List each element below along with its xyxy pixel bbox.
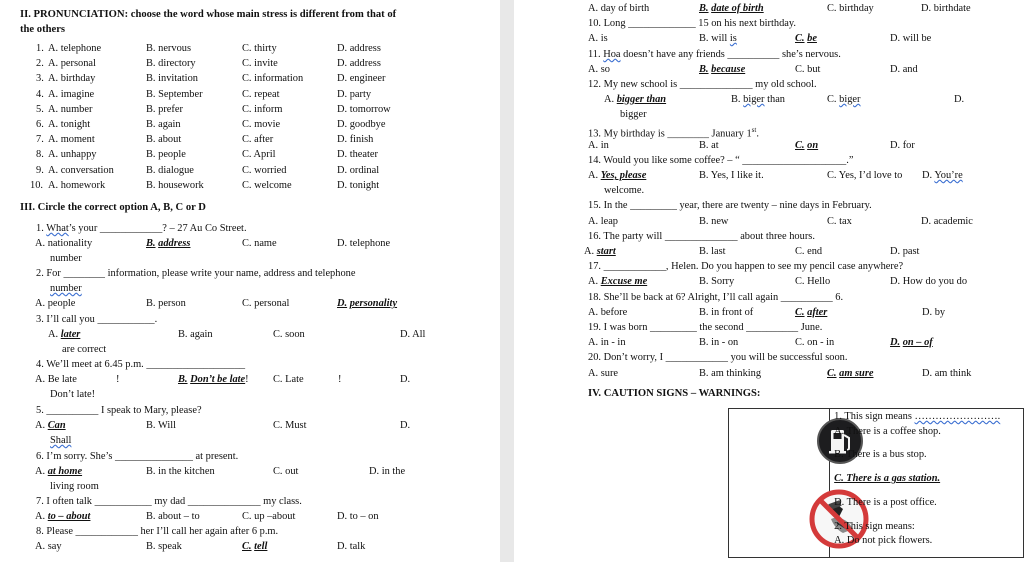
option[interactable]: B. Sorry [699, 276, 735, 287]
option[interactable]: A. sure [588, 368, 619, 379]
option[interactable]: D. You’re [922, 170, 963, 181]
section-2-title-cont: the others [20, 24, 66, 35]
question-2-cont: number [50, 283, 82, 294]
pronunciation-option[interactable]: B. again [146, 119, 181, 130]
pronunciation-option[interactable]: A. moment [48, 134, 95, 146]
option[interactable]: B. in front of [699, 307, 754, 318]
question-19: 19. I was born _________ the second __________ June. [588, 322, 823, 333]
option[interactable]: C. up –about [242, 511, 296, 522]
pronunciation-option[interactable]: A. conversation [48, 164, 114, 176]
section-3-title: III. Circle the correct option A, B, C or D [20, 202, 206, 213]
option[interactable]: C. personal [242, 298, 290, 309]
option-continuation: welcome. [604, 185, 645, 196]
option[interactable]: C. Must [273, 420, 307, 431]
option[interactable]: C. tax [827, 216, 852, 227]
option[interactable]: A. Be late [35, 374, 77, 385]
option[interactable]: C. Hello [795, 276, 831, 287]
option-answer[interactable]: A. at home [35, 466, 83, 477]
question-8: 8. Please ____________ her I’ll call her again after 6 p.m. [36, 526, 279, 537]
section-4-title: IV. CAUTION SIGNS – WARNINGS: [588, 388, 761, 399]
option[interactable]: D. and [890, 64, 918, 75]
option[interactable]: D. [954, 94, 965, 105]
pronunciation-option[interactable]: D. tomorrow [337, 103, 391, 115]
pronunciation-option[interactable]: C. after [242, 134, 274, 146]
question-13: 13. My birthday is ________ January 1st. [588, 126, 759, 140]
option[interactable]: C. birthday [827, 3, 874, 14]
option[interactable]: C. name [242, 238, 277, 249]
option[interactable]: D. will be [890, 33, 932, 44]
sign-1-question: 1. This sign means ……………………. [834, 411, 1001, 422]
option-continuation: Shall [50, 435, 72, 446]
option[interactable]: A. before [588, 307, 628, 318]
option-answer[interactable]: C. be [795, 33, 817, 44]
option-answer[interactable]: C. on [795, 140, 819, 151]
question-20: 20. Don’t worry, I ____________ you will be successful soon. [588, 352, 848, 363]
pronunciation-option[interactable]: D. address [337, 58, 381, 70]
option[interactable]: A. in - in [588, 337, 626, 348]
option[interactable]: B. speak [146, 541, 182, 552]
pronunciation-option[interactable]: B. prefer [146, 103, 183, 115]
question-16: 16. The party will ______________ about three hours. [588, 231, 815, 242]
pronunciation-option[interactable]: C. information [242, 73, 304, 85]
question-number: 5. [36, 103, 44, 115]
pronunciation-option[interactable]: B. directory [146, 58, 196, 70]
option[interactable]: B. Will [146, 420, 176, 431]
pronunciation-option[interactable]: A. unhappy [48, 149, 97, 161]
option[interactable]: B. person [146, 298, 186, 309]
option-answer[interactable]: D. personality [337, 298, 398, 309]
option-continuation: living room [50, 481, 99, 492]
pronunciation-option[interactable]: A. number [48, 103, 93, 115]
pronunciation-option[interactable]: B. dialogue [146, 164, 194, 176]
question-number: 2. [36, 58, 44, 70]
option[interactable]: D. academic [921, 216, 973, 227]
option-answer[interactable]: A. Yes, please [588, 170, 647, 181]
option-continuation: number [50, 253, 82, 264]
pronunciation-option[interactable]: D. party [337, 88, 372, 100]
question-2: 2. For ________ information, please write your name, address and telephone [36, 268, 356, 279]
question-number: 3. [36, 73, 44, 85]
option-answer[interactable]: A. Excuse me [588, 276, 648, 287]
question-11: 11. Hoa doesn’t have any friends __________ she’s nervous. [588, 49, 841, 60]
exclamation: ! [338, 374, 342, 385]
option[interactable]: C. on - in [795, 337, 835, 348]
pronunciation-option[interactable]: A. personal [48, 58, 96, 70]
question-6: 6. I’m sorry. She’s _______________ at present. [36, 451, 239, 462]
option[interactable]: D. All [400, 329, 426, 340]
pronunciation-option[interactable]: C. worried [242, 164, 287, 176]
question-1: 1. What’s your ____________? – 27 Au Co Street. [36, 223, 247, 234]
option[interactable]: B. will is [699, 33, 737, 44]
option[interactable]: A. nationality [35, 238, 93, 249]
pronunciation-option[interactable]: D. theater [337, 149, 378, 161]
pronunciation-option[interactable]: A. birthday [48, 73, 96, 85]
option-answer[interactable]: B. because [699, 64, 746, 75]
signs-table [728, 408, 1024, 558]
sign-2-question: 2. This sign means: [834, 521, 915, 532]
option[interactable]: B. at [699, 140, 719, 151]
pronunciation-option[interactable]: C. invite [242, 58, 278, 70]
question-number: 6. [36, 119, 44, 130]
pronunciation-option[interactable]: C. movie [242, 119, 281, 130]
right-page [514, 0, 1024, 562]
option[interactable]: D. birthdate [921, 3, 971, 14]
option-answer[interactable]: A. later [48, 329, 81, 340]
option[interactable]: C. biger [827, 94, 861, 105]
option[interactable]: B. about – to [146, 511, 200, 522]
option[interactable]: B. new [699, 216, 729, 227]
pronunciation-option[interactable]: D. address [337, 43, 381, 54]
option[interactable]: D. for [890, 140, 915, 151]
question-number: 8. [36, 149, 44, 161]
option[interactable]: B. Yes, I like it. [699, 170, 764, 181]
question-17: 17. ____________, Helen. Do you happen to see my pencil case anywhere? [588, 261, 904, 272]
exclamation: ! [116, 374, 120, 385]
option-answer[interactable]: A. to – about [35, 511, 91, 522]
option[interactable]: C. but [795, 64, 821, 75]
option-answer[interactable]: A. start [584, 246, 616, 257]
question-5: 5. __________ I speak to Mary, please? [36, 405, 202, 416]
option[interactable]: C. end [795, 246, 823, 257]
option-continuation: Don’t late! [50, 389, 96, 400]
option[interactable]: D. How do you do [890, 276, 968, 287]
option[interactable]: B. in the kitchen [146, 466, 215, 477]
option[interactable]: D. telephone [337, 238, 391, 249]
signs-images-cell [729, 409, 830, 558]
pronunciation-option[interactable]: C. thirty [242, 43, 277, 54]
question-number: 9. [36, 164, 44, 176]
pronunciation-option[interactable]: C. repeat [242, 88, 280, 100]
page-gutter [500, 0, 514, 562]
option[interactable]: A. so [588, 64, 610, 75]
question-18: 18. She’ll be back at 6? Alright, I’ll call again __________ 6. [588, 292, 844, 303]
option[interactable]: D. by [922, 307, 946, 318]
pronunciation-option[interactable]: D. goodbye [337, 119, 386, 130]
left-page [0, 0, 500, 562]
option[interactable]: A. There is a coffee shop. [834, 426, 941, 437]
option[interactable]: B. again [178, 329, 213, 340]
option[interactable]: A. in [588, 140, 609, 151]
option[interactable]: A. day of birth [588, 3, 650, 14]
option[interactable]: B. There is a bus stop. [834, 449, 927, 460]
option-answer[interactable]: B. address [146, 238, 191, 249]
signs-options-cell [830, 409, 1024, 558]
option[interactable]: A. say [35, 541, 62, 552]
option[interactable]: A. people [35, 298, 76, 309]
option[interactable]: C. Late [273, 374, 304, 385]
option-answer[interactable]: A. Can [35, 420, 66, 431]
option[interactable]: D. in the [369, 466, 406, 477]
option[interactable]: D. to – on [337, 511, 379, 522]
option-continuation: are correct [62, 344, 107, 355]
pronunciation-option[interactable]: B. housework [146, 179, 204, 191]
option-answer[interactable]: C. after [795, 307, 828, 318]
option[interactable]: B. am thinking [699, 368, 762, 379]
question-15: 15. In the _________ year, there are twenty – nine days in February. [588, 200, 872, 211]
option-answer[interactable]: C. There is a gas station. [834, 473, 941, 484]
question-number: 1. [36, 43, 44, 54]
option[interactable]: B. in - on [699, 337, 739, 348]
option[interactable]: D. [400, 374, 411, 385]
pronunciation-option[interactable]: B. nervous [146, 43, 192, 54]
option[interactable]: D. There is a post office. [834, 497, 937, 508]
option[interactable]: A. leap [588, 216, 619, 227]
option[interactable]: D. talk [337, 541, 366, 552]
pronunciation-option[interactable]: A. homework [48, 179, 106, 191]
option[interactable]: A. is [588, 33, 608, 44]
pronunciation-option[interactable]: A. telephone [48, 43, 102, 54]
question-number: 7. [36, 134, 44, 146]
option-answer[interactable]: C. am sure [827, 368, 874, 379]
pronunciation-option[interactable]: D. tonight [337, 179, 380, 191]
option[interactable]: B. last [699, 246, 726, 257]
question-number: 10. [30, 179, 43, 191]
option[interactable]: D. past [890, 246, 920, 257]
option[interactable]: C. out [273, 466, 299, 477]
question-number: 4. [36, 88, 44, 100]
pronunciation-option[interactable]: D. ordinal [337, 164, 380, 176]
option[interactable]: A. Do not pick flowers. [834, 535, 933, 546]
option[interactable]: D. [400, 420, 411, 431]
option-answer[interactable]: B. date of birth [699, 3, 764, 14]
pronunciation-option[interactable]: D. finish [337, 134, 374, 146]
option-answer[interactable]: C. tell [242, 541, 268, 552]
pronunciation-option[interactable]: B. invitation [146, 73, 198, 85]
pronunciation-option[interactable]: B. September [146, 88, 203, 100]
question-10: 10. Long _____________ 15 on his next birthday. [588, 18, 796, 29]
section-2-title: II. PRONUNCIATION: choose the word whose main stress is different from that of [20, 9, 397, 20]
question-12: 12. My new school is ______________ my old school. [588, 79, 817, 90]
pronunciation-option[interactable]: B. people [146, 149, 186, 161]
question-14: 14. Would you like some coffee? – “ ____________________.” [588, 155, 854, 166]
question-3: 3. I’ll call you ___________. [36, 314, 158, 325]
pronunciation-option[interactable]: C. April [242, 149, 276, 161]
option[interactable]: C. soon [273, 329, 305, 340]
option-continuation: bigger [620, 109, 647, 120]
question-4: 4. We’ll meet at 6.45 p.m. ___________________ [36, 359, 246, 370]
option[interactable]: C. Yes, I’d love to [827, 170, 903, 181]
option-answer[interactable]: B. Don’t be late! [178, 374, 249, 385]
pronunciation-option[interactable]: A. tonight [48, 119, 91, 130]
option[interactable]: B. biger than [731, 94, 785, 105]
option-answer[interactable]: D. on – of [890, 337, 933, 348]
pronunciation-option[interactable]: B. about [146, 134, 182, 146]
pronunciation-option[interactable]: C. welcome [242, 179, 292, 191]
question-7: 7. I often talk ___________ my dad ______________ my class. [36, 496, 302, 507]
option[interactable]: D. am think [922, 368, 972, 379]
option-answer[interactable]: A. bigger than [604, 94, 667, 105]
pronunciation-option[interactable]: D. engineer [337, 73, 386, 85]
pronunciation-option[interactable]: A. imagine [48, 88, 95, 100]
pronunciation-option[interactable]: C. inform [242, 103, 283, 115]
